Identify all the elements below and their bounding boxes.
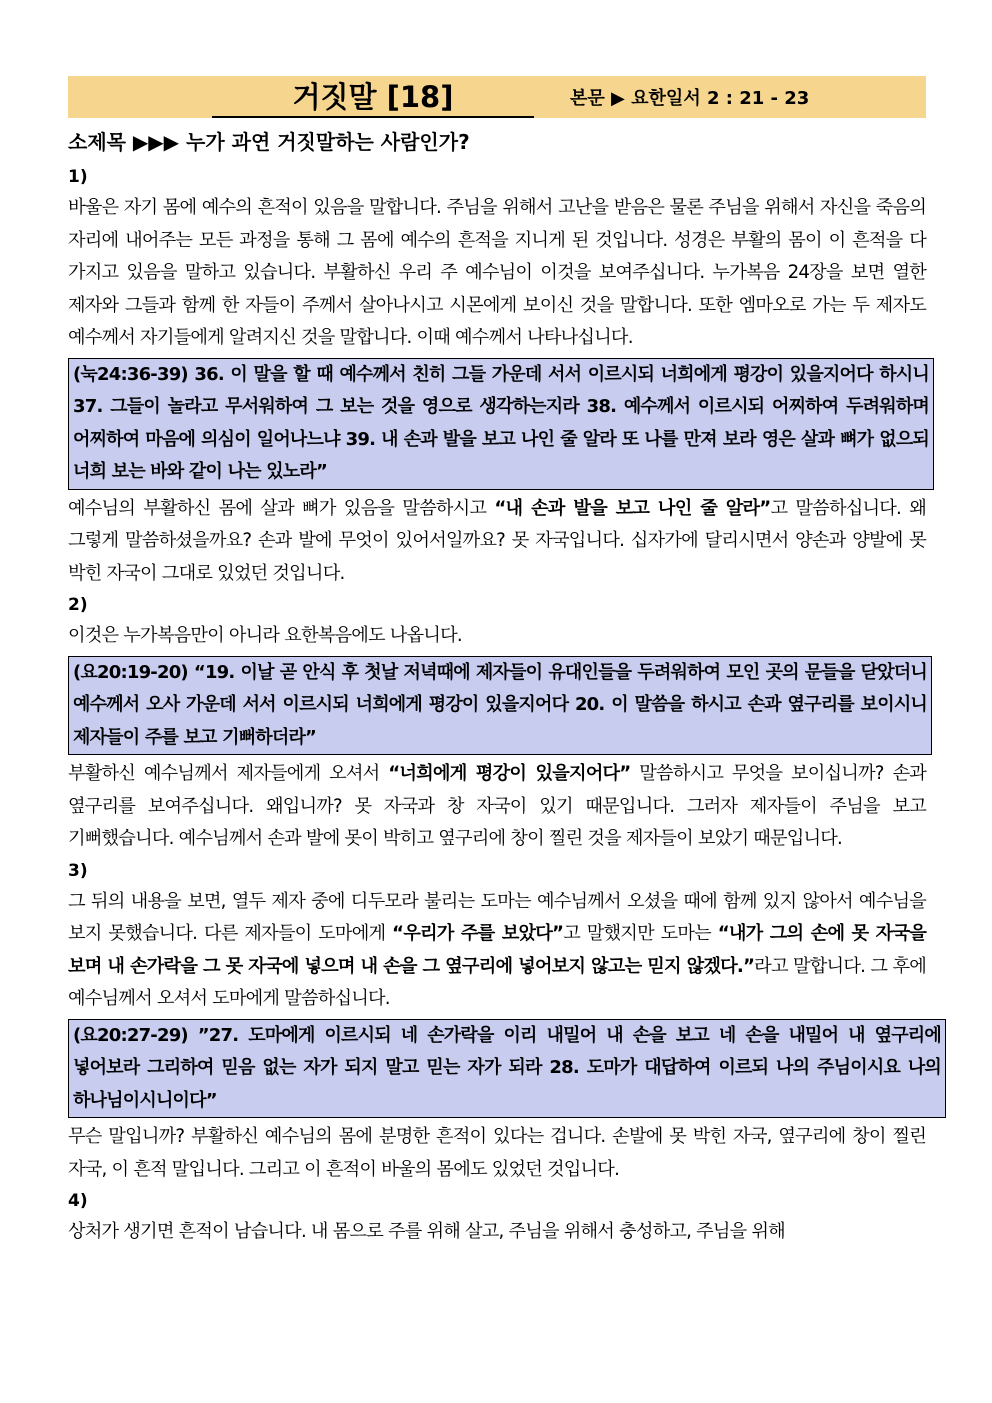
bold-quote: “너희에게 평강이 있을지어다”: [388, 763, 631, 784]
text-run: 그 뒤의 내용을 보면, 열두 제자 중에 디두모라 불리는 도마는 예수님께서 오셨을 때에 함께 있지 않아서 예수님을 보지 못했습니다. 다른 제자들이 도마에게: [68, 890, 926, 944]
scripture-quote-box: (요20:27-29) ”27. 도마에게 이르시되 네 손가락을 이리 내밀어 내 손을 보고 네 손을 내밀어 내 옆구리에 넣어보라 그리하여 믿음 없는 자가 되지 말고 믿는 자가 되라 28. 도마가 대답하여 이르되 나의 주님이시요 나의 하나님이시니이다”: [68, 1019, 946, 1119]
section-number: 1): [68, 167, 88, 187]
header-bar: [68, 76, 926, 118]
scripture-reference: 본문 ▶ 요한일서 2 : 21 - 23: [570, 88, 810, 109]
text-run: 예수님의 부활하신 몸에 살과 뼈가 있음을 말씀하시고: [68, 497, 495, 519]
paragraph: 이것은 누가복음만이 아니라 요한복음에도 나옵니다.: [68, 625, 462, 646]
scripture-quote-box: (요20:19-20) “19. 이날 곧 안식 후 첫날 저녁때에 제자들이 유대인들을 두려워하여 모인 곳의 문들을 닫았더니 예수께서 오사 가운데 서서 이르시되 너희에게 평강이 있을지어다 20. 이 말씀을 하시고 손과 옆구리를 보이시니 제자들이 주를 보고 기뻐하더라”: [68, 656, 932, 756]
text-run: 라고 말합니다. 그 후에 예수님께서 오셔서 도마에게 말씀하십니다.: [68, 955, 926, 1009]
document-body: [68, 162, 941, 1249]
text-run: 말씀하시고 무엇을 보이십니까? 손과 옆구리를 보여주십니다. 왜입니까? 못 자국과 창 자국이 있기 때문입니다. 그러자 제자들이 주님을 보고 기뻐했습니다. 예수님께서 손과 발에 못이 박히고 옆구리에 창이 찔린 것을 제자들이 보았기 때문입니다.: [68, 763, 926, 849]
text-run: 고 말했지만 도마는: [563, 923, 718, 944]
scripture-quote-box: (눅24:36-39) 36. 이 말을 할 때 예수께서 친히 그들 가운데 서서 이르시되 너희에게 평강이 있을지어다 하시니 37. 그들이 놀라고 무서워하여 그 보는 것을 영으로 생각하는지라 38. 예수께서 이르시되 어찌하여 두려워하며 어찌하여 마음에 의심이 일어나느냐 39. 내 손과 발을 보고 나인 줄 알라 또 나를 만져 보라 영은 살과 뼈가 없으되 너희 보는 바와 같이 나는 있노라”: [68, 358, 934, 490]
section-number: 3): [68, 860, 88, 881]
bold-quote: “내가 그의 손에 못 자국을 보며 내 손가락을 그 못 자국에 넣으며 내 손을 그 옆구리에 넣어보지 않고는 믿지 않겠다.”: [68, 923, 926, 977]
bold-quote: “우리가 주를 보았다”: [392, 923, 564, 944]
paragraph: [68, 758, 926, 856]
document-title: 거짓말 [18]: [212, 76, 534, 118]
paragraph: [68, 886, 926, 1016]
paragraph: [68, 493, 926, 591]
subtitle: 소제목 ▶▶▶ 누가 과연 거짓말하는 사람인가?: [68, 130, 470, 154]
text-run: 고 말씀하십니다. 왜 그렇게 말씀하셨을까요? 손과 발에 무엇이 있어서일까요? 못 자국입니다. 십자가에 달리시면서 양손과 양발에 못 박힌 자국이 그대로 있었던 것입니다.: [68, 497, 926, 584]
bold-quote: “내 손과 발을 보고 나인 줄 알라”: [494, 497, 771, 519]
section-number: 4): [68, 1191, 88, 1211]
section-number: 2): [68, 595, 88, 615]
paragraph: 바울은 자기 몸에 예수의 흔적이 있음을 말합니다. 주님을 위해서 고난을 받음은 물론 주님을 위해서 자신을 죽음의 자리에 내어주는 모든 과정을 통해 그 몸에 예수의 흔적을 지니게 된 것입니다. 성경은 부활의 몸이 이 흔적을 다 가지고 있음을 말하고 있습니다. 부활하신 우리 주 예수님이 이것을 보여주십니다. 누가복음 24장을 보면 열한 제자와 그들과 함께 한 자들이 주께서 살아나시고 시몬에게 보이신 것을 말합니다. 또한 엠마오로 가는 두 제자도 예수께서 자기들에게 알려지신 것을 말합니다. 이때 예수께서 나타나십니다.: [68, 197, 926, 348]
paragraph: 상처가 생기면 흔적이 남습니다. 내 몸으로 주를 위해 살고, 주님을 위해서 충성하고, 주님을 위해: [68, 1221, 785, 1242]
paragraph: 무슨 말입니까? 부활하신 예수님의 몸에 분명한 흔적이 있다는 겁니다. 손발에 못 박힌 자국, 옆구리에 창이 찔린 자국, 이 흔적 말입니다. 그리고 이 흔적이 바울의 몸에도 있었던 것입니다.: [68, 1126, 926, 1180]
text-run: 부활하신 예수님께서 제자들에게 오셔서: [68, 763, 389, 784]
